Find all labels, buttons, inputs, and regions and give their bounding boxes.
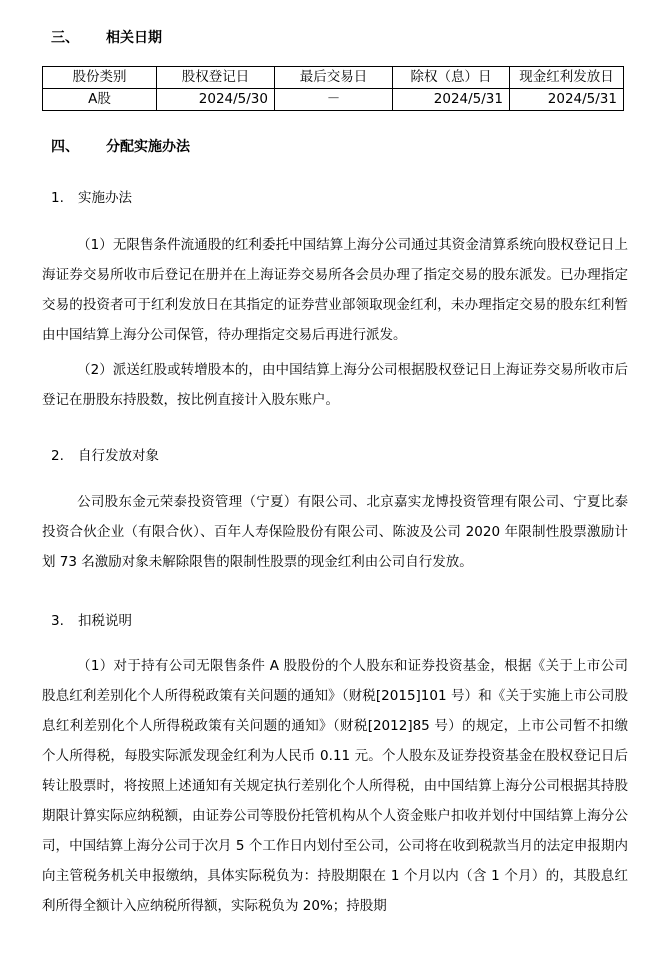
section-4-heading — [51, 136, 190, 156]
cell-last-trading-day: － — [275, 89, 393, 111]
section-number: 四、 — [51, 139, 79, 155]
table-row — [43, 89, 624, 111]
header-payment-date: 现金红利发放日 — [510, 67, 624, 89]
table-header-row — [43, 67, 624, 89]
section-title: 相关日期 — [106, 30, 162, 46]
subsection-number: 3. — [51, 613, 64, 629]
header-ex-dividend-date: 除权（息）日 — [393, 67, 510, 89]
section-3-heading — [51, 27, 162, 47]
cell-ex-dividend-date: 2024/5/31 — [393, 89, 510, 111]
subsection-title: 自行发放对象 — [78, 448, 159, 464]
paragraph-distribution-method: （1）无限售条件流通股的红利委托中国结算上海分公司通过其资金清算系统向股权登记日上海证券交易所收市后登记在册并在上海证券交易所各会员办理了指定交易的股东派发。已办理指定交易的投资者可于红利发放日在其指定的证券营业部领取现金红利，未办理指定交易的股东红利暂由中国结算上海分公司保管，待办理指定交易后再进行派发。 — [42, 237, 628, 343]
cell-share-class: A股 — [43, 89, 157, 111]
subsection-number: 2. — [51, 448, 64, 464]
subsection-title: 实施办法 — [78, 190, 132, 206]
dates-table — [42, 66, 624, 111]
header-record-date: 股权登记日 — [157, 67, 275, 89]
cell-payment-date: 2024/5/31 — [510, 89, 624, 111]
cell-record-date: 2024/5/30 — [157, 89, 275, 111]
section-number: 三、 — [51, 30, 79, 46]
paragraph-bonus-shares: （2）派送红股或转增股本的，由中国结算上海分公司根据股权登记日上海证券交易所收市后登记在册股东持股数，按比例直接计入股东账户。 — [42, 362, 628, 408]
subsection-1-heading — [51, 186, 132, 206]
header-share-class: 股份类别 — [43, 67, 157, 89]
section-title: 分配实施办法 — [106, 139, 190, 155]
header-last-trading-day: 最后交易日 — [275, 67, 393, 89]
subsection-2-heading — [51, 444, 159, 464]
subsection-number: 1. — [51, 190, 64, 206]
paragraph-self-distribution: 公司股东金元荣泰投资管理（宁夏）有限公司、北京嘉实龙博投资管理有限公司、宁夏比泰投资合伙企业（有限合伙）、百年人寿保险股份有限公司、陈波及公司 2020 年限制性股票激励计划 73 名激励对象未解除限售的限制性股票的现金红利由公司自行发放。 — [42, 494, 628, 570]
subsection-title: 扣税说明 — [78, 613, 132, 629]
subsection-3-heading — [51, 609, 132, 629]
paragraph-tax-explanation: （1）对于持有公司无限售条件 A 股股份的个人股东和证券投资基金，根据《关于上市公司股息红利差别化个人所得税政策有关问题的通知》（财税[2015]101 号）和《关于实施上市公司股息红利差别化个人所得税政策有关问题的通知》（财税[2012]85 号）的规定，上市公司暂不扣缴个人所得税，每股实际派发现金红利为人民币 0.11 元。个人股东及证券投资基金在股权登记日后转让股票时，将按照上述通知有关规定执行差别化个人所得税，由中国结算上海分公司根据其持股期限计算实际应纳税额，由证券公司等股份托管机构从个人资金账户扣收并划付中国结算上海分公司，中国结算上海分公司于次月 5 个工作日内划付至公司，公司将在收到税款当月的法定申报期内向主管税务机关申报缴纳，具体实际税负为：持股期限在 1 个月以内（含 1 个月）的，其股息红利所得全额计入应纳税所得额，实际税负为 20%；持股期 — [42, 658, 628, 914]
